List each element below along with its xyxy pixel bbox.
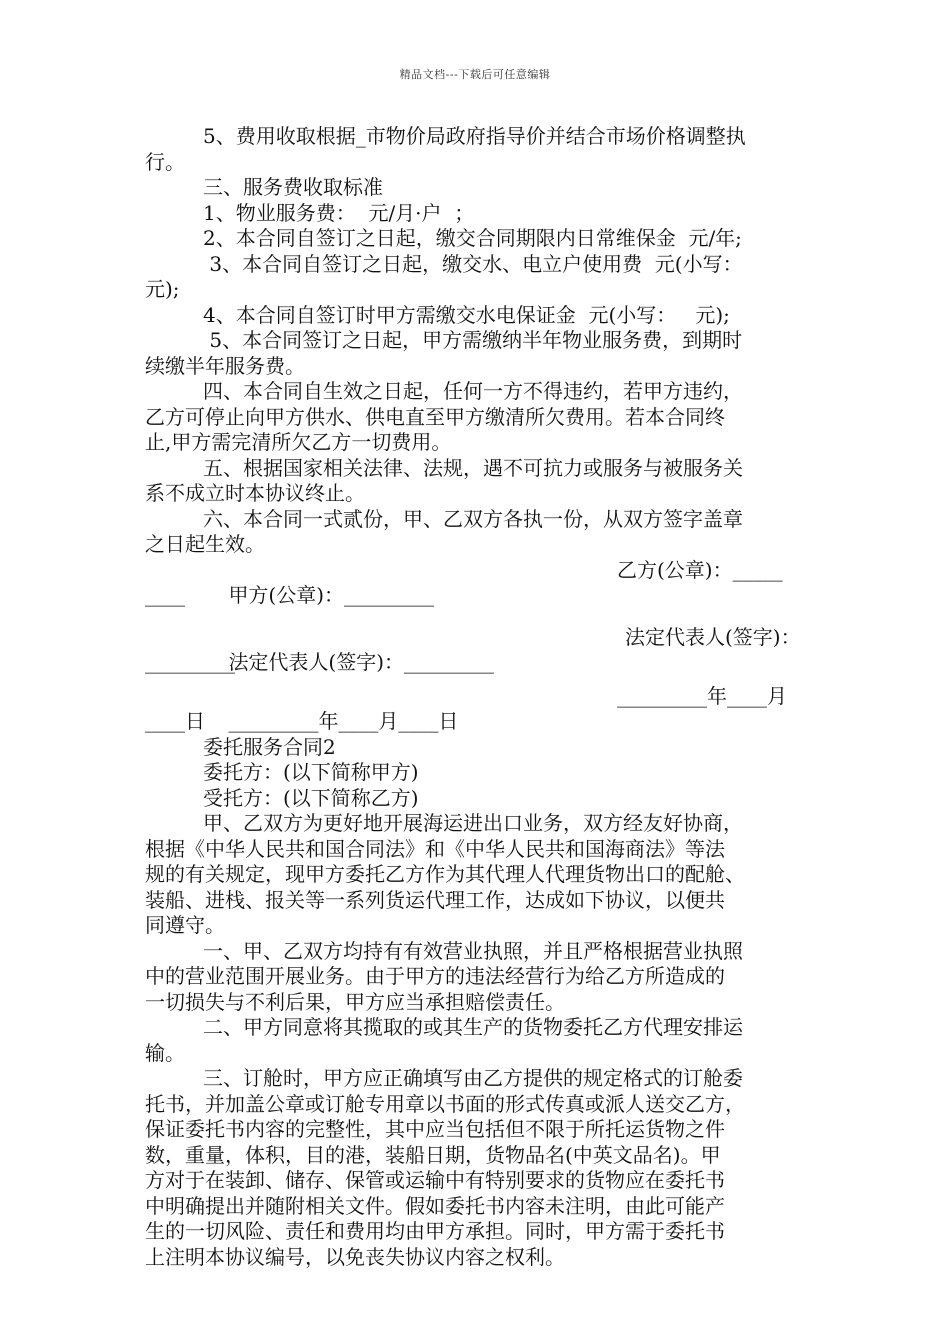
text-line: 五、根据国家相关法律、法规，遇不可抗力或服务与被服务关	[203, 455, 743, 480]
text-line: 中的营业范围开展业务。由于甲方的违法经营行为给乙方所造成的	[145, 964, 725, 988]
text-line: 生的一切风险、责任和费用均由甲方承担。同时，甲方需于委托书	[145, 1219, 725, 1243]
text-line: 输。	[145, 1040, 185, 1065]
text-line: 根据《中华人民共和国合同法》和《中华人民共和国海商法》等法	[145, 836, 725, 861]
text-line: 同遵守。	[145, 913, 225, 937]
text-line: 5、本合同签订之日起，甲方需缴纳半年物业服务费，到期时	[203, 328, 743, 352]
text-line: 一切损失与不利后果，甲方应当承担赔偿责任。	[145, 989, 565, 1014]
rep-b-signature-continued: _________	[145, 650, 235, 674]
text-line: 保证委托书内容的完整性，其中应当包括但不限于所托运货物之件	[145, 1117, 725, 1141]
text-line: 规的有关规定，现甲方委托乙方作为其代理人代理货物出口的配舱、	[145, 862, 745, 886]
signature-party-row	[145, 557, 810, 607]
text-line: 三、订舱时，甲方应正确填写由乙方提供的规定格式的订舱委	[203, 1066, 743, 1090]
document-body	[145, 124, 810, 1270]
text-line: 受托方：(以下简称乙方)	[203, 785, 419, 810]
text-line: 止,甲方需完清所欠乙方一切费用。	[145, 430, 452, 454]
text-line: 托书，并加盖公章或订舱专用章以书面的形式传真或派人送交乙方，	[145, 1091, 745, 1116]
text-line: 六、本合同一式贰份，甲、乙双方各执一份，从双方签字盖章	[203, 506, 743, 531]
party-b-seal: 乙方(公章)：_____	[617, 557, 783, 582]
date-b: _________年____月	[617, 683, 787, 708]
text-line: 5、费用收取根据_市物价局政府指导价并结合市场价格调整执	[203, 124, 746, 148]
party-a-seal: 甲方(公章)：_________	[228, 583, 435, 607]
rep-a-signature: 法定代表人(签字)：_________	[228, 650, 495, 674]
text-line: 中明确提出并随附相关文件。假如委托书内容未注明，由此可能产	[145, 1193, 725, 1218]
page-header: 精品文档---下载后可任意编辑	[399, 68, 551, 81]
text-line: 委托服务合同2	[203, 734, 336, 759]
text-line: 3、本合同自签订之日起，缴交水、电立户使用费 元(小写：	[203, 251, 743, 276]
text-line: 乙方可停止向甲方供水、供电直至甲方缴清所欠费用。若本合同终	[145, 404, 725, 429]
text-line: 四、本合同自生效之日起，任何一方不得违约，若甲方违约，	[203, 379, 743, 403]
text-line: 装船、进栈、报关等一系列货运代理工作，达成如下协议，以便共	[145, 887, 725, 912]
text-line: 方对于在装卸、储存、保管或运输中有特别要求的货物应在委托书	[145, 1168, 725, 1192]
text-line: 三、服务费收取标准	[203, 175, 383, 199]
contract-clauses	[145, 124, 810, 558]
text-line: 上注明本协议编号，以免丧失协议内容之权利。	[145, 1244, 565, 1269]
date-b-continued: ____日	[145, 709, 205, 733]
text-line: 委托方：(以下简称甲方)	[203, 760, 419, 784]
date-a: _________年____月____日	[228, 709, 459, 733]
text-line: 之日起生效。	[145, 532, 265, 556]
text-line: 4、本合同自签订时甲方需缴交水电保证金 元(小写： 元);	[203, 302, 730, 327]
text-line: 行。	[145, 149, 185, 174]
text-line: 甲、乙双方为更好地开展海运进出口业务，双方经友好协商，	[203, 811, 743, 835]
signature-rep-row	[145, 624, 810, 674]
text-line: 系不成立时本协议终止。	[145, 481, 365, 505]
text-line: 一、甲、乙双方均持有有效营业执照，并且严格根据营业执照	[203, 938, 743, 963]
text-line: 续缴半年服务费。	[145, 353, 305, 378]
text-line: 2、本合同自签订之日起，缴交合同期限内日常维保金 元/年;	[203, 226, 742, 250]
text-line: 1、物业服务费： 元/月·户 ；	[203, 200, 475, 225]
text-line: 元);	[145, 277, 180, 301]
rep-b-signature: 法定代表人(签字)：	[625, 624, 801, 649]
signature-date-row	[145, 683, 810, 733]
text-line: 二、甲方同意将其揽取的或其生产的货物委托乙方代理安排运	[203, 1015, 743, 1039]
text-line: 数，重量，体积，目的港，装船日期，货物品名(中英文品名)。甲	[145, 1142, 721, 1167]
party-b-seal-continued: ____	[145, 583, 185, 607]
contract-2-clauses	[145, 735, 810, 1271]
